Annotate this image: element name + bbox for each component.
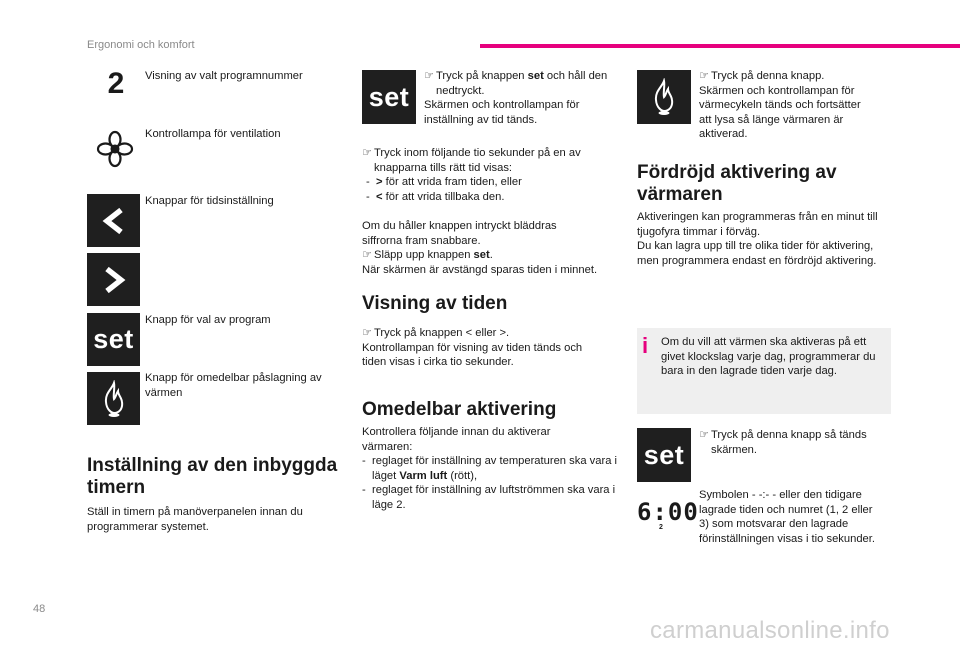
delayed-activation-text: Aktiveringen kan programmeras från en minut till tjugofyra timmar i förväg. Du kan lagra upp till tre olika tider för aktivering, men programmera endast en fördröjd aktivering. [637, 211, 878, 267]
label-immediate-heat-button: Knapp för omedelbar påslagning av värmen [145, 372, 322, 399]
flame-button-icon [637, 70, 691, 124]
clock-digits: 6:00 [637, 498, 699, 526]
info-icon: i [642, 333, 649, 358]
time-adjust-block: ☞ Tryck inom följande tio sekunder på en av knapparna tills rätt tid visas: - > för att vrida fram tiden, eller - < för att vrida tillbaka den. [362, 147, 581, 203]
label-program-button: Knapp för val av program [145, 314, 271, 326]
time-display-block: ☞ Tryck på knappen < eller >. Kontrollampan för visning av tiden tänds och tiden visas i cirka tio sekunder. [362, 327, 583, 368]
immediate-activation-block: Kontrollera följande innan du aktiverar värmaren: - reglaget för inställning av temperaturen ska vara i läget Varm luft (rött), - reglaget för inställning av luftströmmen ska vara i läge 2. [362, 426, 618, 511]
set-button-icon: set [362, 70, 416, 124]
info-text: Om du vill att värmen ska aktiveras på ett givet klockslag varje dag, programmerar du bara in den lagrade tiden varje dag. [661, 336, 876, 377]
arrow-bullet-icon: ☞ [362, 249, 373, 261]
site-watermark: carmanualsonline.info [650, 617, 890, 644]
set-display-step: ☞ Tryck på denna knapp så tänds skärmen. [699, 429, 867, 456]
digit-2-icon: 2 [107, 67, 125, 100]
info-box [637, 328, 891, 414]
digital-clock-display-icon [637, 498, 699, 538]
section-accent-bar [480, 44, 960, 48]
chevron-right-button-icon [87, 253, 140, 306]
section-title: Ergonomi och komfort [87, 39, 195, 51]
fan-icon [96, 130, 134, 168]
arrow-bullet-icon: ☞ [362, 327, 373, 339]
label-program-number: Visning av valt programnummer [145, 70, 303, 82]
set-button-icon: set [637, 428, 691, 482]
heading-builtin-timer: Inställning av den inbyggda timern [87, 455, 338, 498]
heading-delayed-activation: Fördröjd aktivering av värmaren [637, 162, 837, 205]
flame-step-block: ☞ Tryck på denna knapp. Skärmen och kontrollampan för värmecykeln tänds och fortsätter att lysa så länge värmaren är aktiverad. [699, 70, 861, 140]
label-time-buttons: Knappar för tidsinställning [145, 195, 274, 207]
timer-intro-text: Ställ in timern på manöverpanelen innan du programmerar systemet. [87, 506, 303, 533]
set-step-block: ☞ Tryck på knappen set och håll den nedtryckt. Skärmen och kontrollampan för inställning av tid tänds. [424, 69, 614, 127]
program-number-indicator: 2 [659, 524, 663, 531]
arrow-bullet-icon: ☞ [699, 70, 710, 82]
arrow-bullet-icon: ☞ [699, 429, 710, 441]
label-ventilation-lamp: Kontrollampa för ventilation [145, 128, 281, 140]
flame-button-icon [87, 372, 140, 425]
symbol-explanation-text: Symbolen - -:- - eller den tidigare lagrade tiden och numret (1, 2 eller 3) som motsvarar den lagrade förinställningen visas i tio sekunder. [699, 489, 875, 545]
set-step-result: Skärmen och kontrollampan för inställning av tid tänds. [424, 99, 580, 126]
arrow-bullet-icon: ☞ [424, 70, 435, 82]
set-button-icon: set [87, 313, 140, 366]
page-number: 48 [33, 603, 46, 615]
hold-release-block: Om du håller knappen intryckt bläddras siffrorna fram snabbare. ☞ Släpp upp knappen set. När skärmen är avstängd sparas tiden i minnet. [362, 220, 598, 276]
arrow-bullet-icon: ☞ [362, 147, 373, 159]
heading-time-display: Visning av tiden [362, 293, 508, 314]
chevron-left-button-icon [87, 194, 140, 247]
heading-immediate-activation: Omedelbar aktivering [362, 399, 557, 420]
